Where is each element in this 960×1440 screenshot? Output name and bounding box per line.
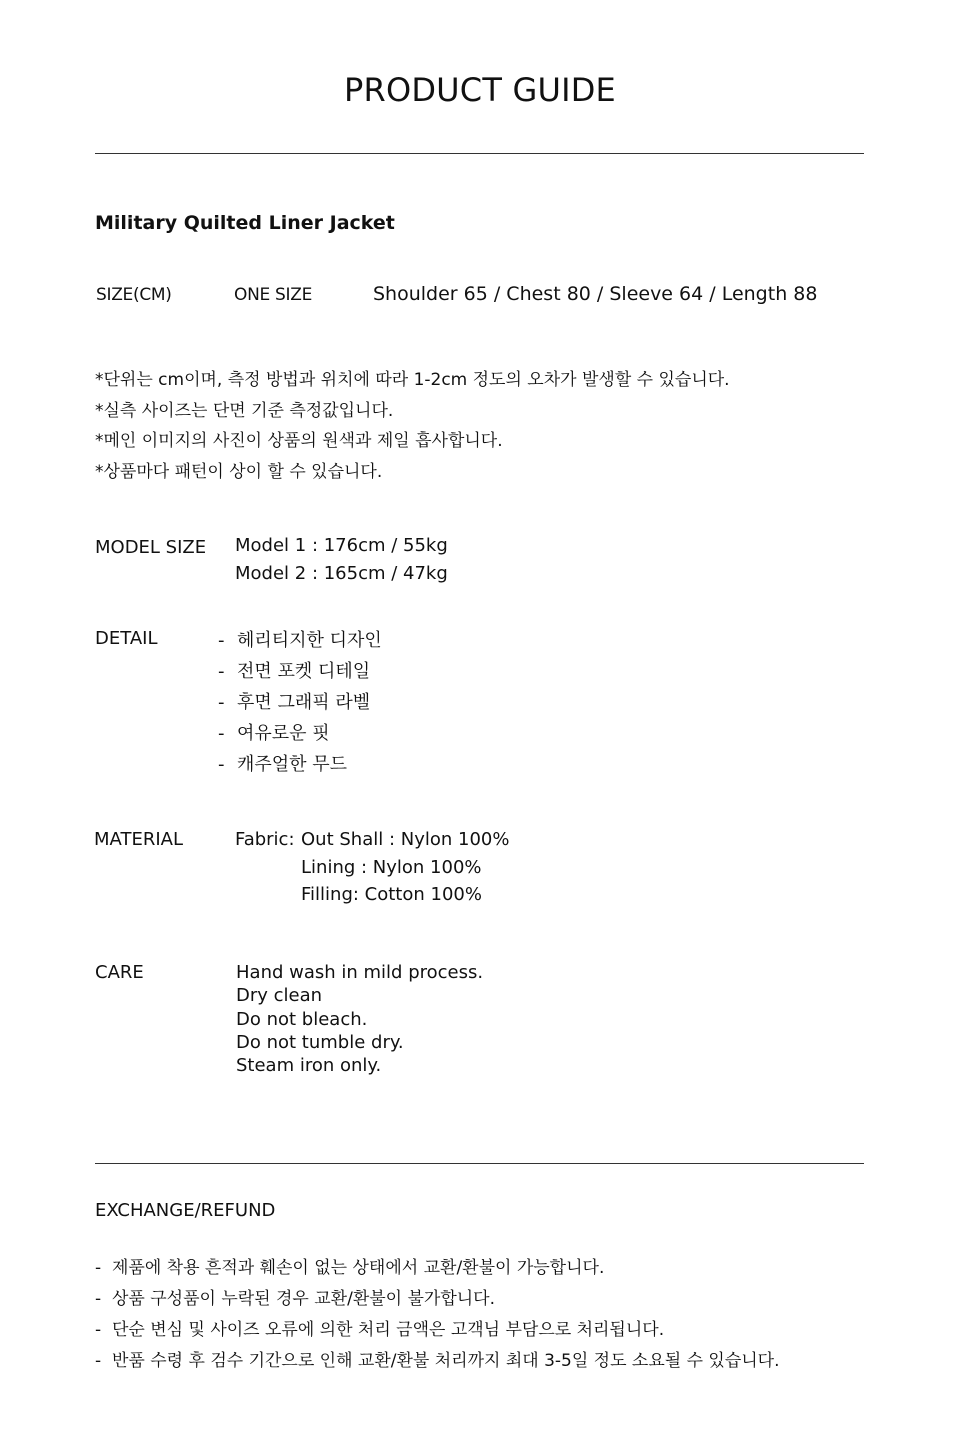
detail-item — [218, 656, 382, 687]
model-size-values — [235, 532, 448, 587]
model-line: Model 1 : 176cm / 55kg — [235, 535, 448, 556]
exchange-list — [95, 1253, 780, 1377]
material-prefix: Fabric: — [235, 829, 295, 850]
size-notes — [95, 365, 730, 487]
top-divider — [95, 153, 864, 154]
care-label: CARE — [95, 962, 144, 983]
list-dash: - — [218, 754, 225, 775]
detail-item-text: 헤리티지한 디자인 — [237, 630, 382, 651]
exchange-item — [95, 1346, 780, 1377]
care-line: Steam iron only. — [236, 1055, 382, 1077]
detail-label: DETAIL — [95, 628, 158, 649]
model-size-label: MODEL SIZE — [95, 537, 207, 558]
material-line: Out Shall : Nylon 100% — [301, 829, 510, 850]
detail-item-text: 캐주얼한 무드 — [237, 754, 348, 775]
material-line: Lining : Nylon 100% — [301, 856, 482, 878]
list-dash: - — [218, 630, 225, 651]
detail-item — [218, 749, 382, 780]
model-line: Model 2 : 165cm / 47kg — [235, 562, 448, 584]
detail-item-text: 전면 포켓 디테일 — [237, 661, 371, 682]
material-line: Filling: Cotton 100% — [301, 884, 482, 905]
list-dash: - — [95, 1258, 102, 1278]
material-lines — [301, 826, 509, 909]
exchange-label: EXCHANGE/REFUND — [95, 1200, 276, 1221]
care-line: Dry clean — [236, 985, 323, 1007]
care-lines — [236, 961, 483, 1077]
detail-list — [218, 625, 382, 780]
exchange-item-text: 상품 구성품이 누락된 경우 교환/환불이 불가합니다. — [112, 1289, 496, 1309]
exchange-item-text: 단순 변심 및 사이즈 오류에 의한 처리 금액은 고객님 부담으로 처리됩니다. — [112, 1320, 665, 1340]
list-dash: - — [95, 1320, 102, 1340]
size-label: SIZE(CM) — [96, 285, 172, 305]
detail-item-text: 여유로운 핏 — [237, 723, 330, 744]
exchange-item-text: 반품 수령 후 검수 기간으로 인해 교환/환불 처리까지 최대 3-5일 정도 소요될 수 있습니다. — [112, 1351, 780, 1371]
exchange-item-text: 제품에 착용 흔적과 훼손이 없는 상태에서 교환/환불이 가능합니다. — [112, 1258, 605, 1278]
detail-item-text: 후면 그래픽 라벨 — [237, 692, 371, 713]
material-label: MATERIAL — [94, 829, 183, 850]
exchange-item — [95, 1315, 780, 1346]
exchange-item — [95, 1253, 780, 1284]
list-dash: - — [218, 692, 225, 713]
care-line: Do not tumble dry. — [236, 1031, 404, 1053]
size-name: ONE SIZE — [234, 285, 313, 305]
note-line: *단위는 cm이며, 측정 방법과 위치에 따라 1-2cm 정도의 오차가 발생할 수 있습니다. — [95, 370, 730, 390]
detail-item — [218, 718, 382, 749]
size-measurements: Shoulder 65 / Chest 80 / Sleeve 64 / Length 88 — [373, 283, 818, 305]
detail-item — [218, 625, 382, 656]
list-dash: - — [95, 1351, 102, 1371]
care-line: Do not bleach. — [236, 1008, 368, 1030]
care-line: Hand wash in mild process. — [236, 962, 484, 983]
list-dash: - — [95, 1289, 102, 1309]
page-title: PRODUCT GUIDE — [344, 71, 616, 109]
bottom-divider — [95, 1163, 864, 1164]
product-name: Military Quilted Liner Jacket — [95, 212, 395, 234]
exchange-item — [95, 1284, 780, 1315]
list-dash: - — [218, 661, 225, 682]
list-dash: - — [218, 723, 225, 744]
detail-item — [218, 687, 382, 718]
note-line: *실측 사이즈는 단면 기준 측정값입니다. — [95, 400, 394, 421]
note-line: *메인 이미지의 사진이 상품의 원색과 제일 흡사합니다. — [95, 431, 503, 452]
note-line: *상품마다 패턴이 상이 할 수 있습니다. — [95, 461, 383, 482]
